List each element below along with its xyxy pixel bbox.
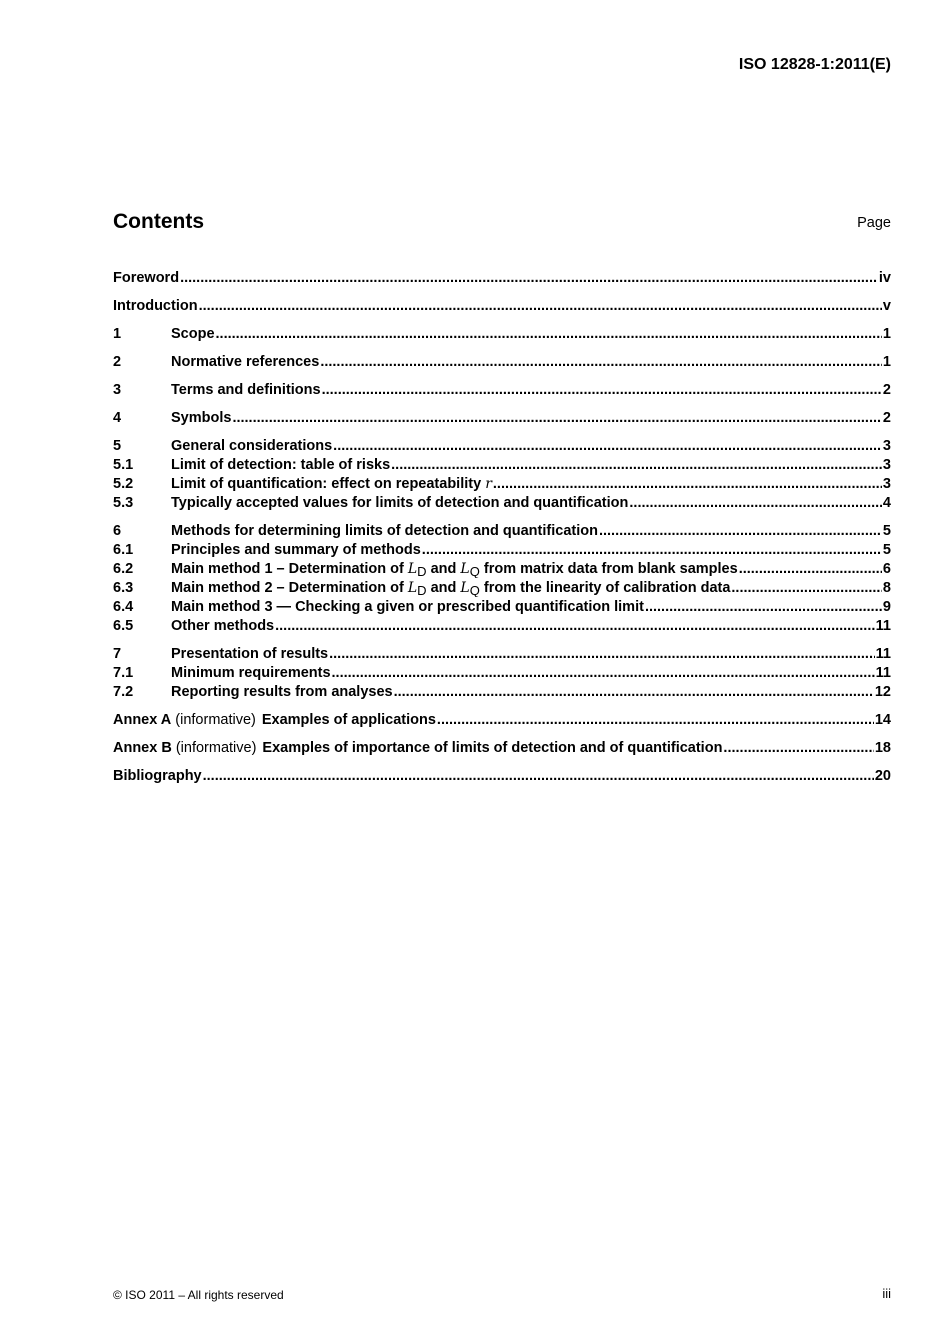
toc-entry-page: 14 — [874, 712, 891, 728]
toc-entry-title — [171, 646, 328, 663]
toc-entry-title — [171, 665, 331, 682]
dot-leader — [275, 618, 875, 635]
annex-label: Annex A — [113, 712, 172, 728]
toc-entry-title — [171, 618, 274, 635]
symbol-limit-detection: L — [407, 561, 418, 577]
toc-entry-number: 7 — [113, 646, 122, 662]
toc-entry-number: 6.1 — [113, 542, 134, 558]
dot-leader — [216, 326, 882, 343]
toc-entry-page: 11 — [875, 665, 891, 681]
dot-leader — [322, 382, 882, 399]
toc-entry[interactable] — [113, 296, 891, 315]
toc-entry-number: 1 — [113, 326, 122, 342]
toc-entry[interactable] — [113, 408, 891, 427]
page-column-label: Page — [857, 215, 891, 231]
toc-entry-title — [171, 326, 215, 343]
toc-entry-title — [113, 712, 436, 729]
toc-entry[interactable] — [113, 455, 891, 474]
symbol-limit-detection: L — [407, 580, 418, 596]
toc-entry-title — [171, 580, 730, 597]
toc-entry[interactable] — [113, 663, 891, 682]
toc-entry[interactable] — [113, 738, 891, 757]
toc-entry-title — [171, 495, 628, 512]
toc-entry-page: 2 — [882, 382, 891, 398]
toc-entry[interactable] — [113, 559, 891, 578]
page-number: iii — [882, 1286, 891, 1301]
toc-entry-title — [171, 599, 644, 616]
toc-entry[interactable] — [113, 436, 891, 455]
title-text: Scope — [171, 326, 215, 342]
toc-entry-page: 20 — [874, 768, 891, 784]
toc-entry[interactable] — [113, 597, 891, 616]
toc-entry-page: 6 — [882, 561, 891, 577]
toc-entry[interactable] — [113, 766, 891, 785]
toc-entry-page: 1 — [882, 326, 891, 342]
dot-leader — [394, 684, 874, 701]
toc-entry-title — [171, 457, 390, 474]
contents-title: Contents — [113, 210, 204, 233]
title-text: Normative references — [171, 354, 320, 370]
toc-entry-number: 3 — [113, 382, 122, 398]
toc-entry-page: 3 — [882, 438, 891, 454]
subscript-q: Q — [469, 583, 480, 597]
title-text: Limit of detection: table of risks — [171, 457, 391, 473]
title-part: from matrix data from blank samples — [483, 561, 738, 577]
subscript-q: Q — [469, 564, 480, 578]
dot-leader — [723, 740, 873, 757]
dot-leader — [232, 410, 881, 427]
dot-leader — [199, 298, 882, 315]
toc-entry-title — [171, 476, 492, 493]
toc-entry-number: 6.3 — [113, 580, 134, 596]
title-text: Symbols — [171, 410, 232, 426]
title-text: Minimum requirements — [171, 665, 331, 681]
toc-entry-page: 9 — [882, 599, 891, 615]
toc-entry-number: 6.5 — [113, 618, 134, 634]
table-of-contents — [113, 268, 891, 785]
title-text: Typically accepted values for limits of detection and quantification — [171, 495, 629, 511]
toc-entry-title — [171, 561, 738, 578]
title-text: Reporting results from analyses — [171, 684, 393, 700]
toc-entry-title — [171, 354, 319, 371]
toc-entry-number: 5.1 — [113, 457, 134, 473]
toc-entry-number: 7.2 — [113, 684, 134, 700]
annex-qualifier: (informative) — [175, 740, 257, 756]
document-id: ISO 12828-1:2011(E) — [738, 56, 891, 73]
dot-leader — [320, 354, 882, 371]
toc-entry[interactable] — [113, 324, 891, 343]
toc-entry[interactable] — [113, 474, 891, 493]
toc-entry-title — [113, 270, 179, 287]
subscript-d: D — [417, 583, 427, 597]
toc-entry[interactable] — [113, 616, 891, 635]
toc-entry-page: 12 — [874, 684, 891, 700]
dot-leader — [203, 768, 874, 785]
title-text: Principles and summary of methods — [171, 542, 421, 558]
toc-entry-page: 11 — [875, 618, 891, 634]
toc-entry-page: 8 — [882, 580, 891, 596]
title-text: Presentation of results — [171, 646, 329, 662]
toc-entry-page: 2 — [882, 410, 891, 426]
dot-leader — [180, 270, 878, 287]
title-part: Main method 2 – Determination of — [171, 580, 404, 596]
toc-entry-page: 3 — [882, 476, 891, 492]
copyright-notice: © ISO 2011 – All rights reserved — [113, 1288, 284, 1302]
toc-entry-page: 4 — [882, 495, 891, 511]
toc-entry[interactable] — [113, 268, 891, 287]
dot-leader — [493, 476, 882, 493]
title-text: Foreword — [113, 270, 180, 286]
title-part: from the linearity of calibration data — [483, 580, 731, 596]
symbol-repeatability: r — [485, 476, 492, 492]
title-text: Main method 3 — Checking a given or prescribed quantification limit — [171, 599, 644, 615]
dot-leader — [645, 599, 882, 616]
toc-entry-number: 5.3 — [113, 495, 134, 511]
title-text: Introduction — [113, 298, 198, 314]
annex-title: Examples of importance of limits of detection and of quantification — [262, 740, 723, 756]
toc-entry-title — [171, 410, 231, 427]
toc-entry[interactable] — [113, 493, 891, 512]
dot-leader — [739, 561, 882, 578]
toc-entry[interactable] — [113, 521, 891, 540]
toc-entry-page: 11 — [875, 646, 891, 662]
annex-label: Annex B — [113, 740, 172, 756]
toc-entry-page: 18 — [874, 740, 891, 756]
dot-leader — [437, 712, 874, 729]
symbol-limit-quantification: L — [460, 561, 470, 577]
toc-entry-number: 2 — [113, 354, 122, 370]
annex-qualifier: (informative) — [175, 712, 256, 728]
toc-entry-title — [171, 542, 421, 559]
toc-entry-title — [113, 740, 722, 757]
title-part: and — [430, 561, 457, 577]
toc-entry-title — [113, 768, 202, 785]
toc-entry-number: 6 — [113, 523, 122, 539]
subscript-d: D — [417, 564, 427, 578]
toc-entry[interactable] — [113, 540, 891, 559]
title-text: Other methods — [171, 618, 275, 634]
annex-title: Examples of applications — [261, 712, 436, 728]
toc-entry-number: 4 — [113, 410, 122, 426]
toc-entry-title — [171, 382, 321, 399]
toc-entry-page: 3 — [882, 457, 891, 473]
title-part: and — [430, 580, 457, 596]
dot-leader — [629, 495, 882, 512]
title-text: General considerations — [171, 438, 333, 454]
toc-entry-title — [171, 523, 598, 540]
symbol-limit-quantification: L — [460, 580, 470, 596]
dot-leader — [329, 646, 875, 663]
contents-heading — [113, 210, 891, 238]
toc-entry[interactable] — [113, 644, 891, 663]
toc-entry[interactable] — [113, 380, 891, 399]
dot-leader — [422, 542, 882, 559]
dot-leader — [332, 665, 875, 682]
toc-entry[interactable] — [113, 578, 891, 597]
title-text: Bibliography — [113, 768, 202, 784]
title-text: Methods for determining limits of detection and quantification — [171, 523, 598, 539]
toc-entry-title — [171, 438, 332, 455]
dot-leader — [391, 457, 882, 474]
toc-entry-title — [171, 684, 393, 701]
toc-entry-page: v — [882, 298, 891, 314]
toc-entry-number: 5 — [113, 438, 122, 454]
toc-entry[interactable] — [113, 682, 891, 701]
dot-leader — [731, 580, 882, 597]
toc-entry-number: 5.2 — [113, 476, 134, 492]
toc-entry-number: 6.4 — [113, 599, 134, 615]
toc-entry-page: 1 — [882, 354, 891, 370]
dot-leader — [599, 523, 882, 540]
toc-entry-page: 5 — [882, 523, 891, 539]
title-text: Terms and definitions — [171, 382, 321, 398]
toc-entry-number: 6.2 — [113, 561, 134, 577]
toc-entry-number: 7.1 — [113, 665, 134, 681]
toc-entry-page: 5 — [882, 542, 891, 558]
toc-entry[interactable] — [113, 710, 891, 729]
toc-entry-title — [113, 298, 198, 315]
title-part: Main method 1 – Determination of — [171, 561, 404, 577]
toc-entry-page: iv — [878, 270, 891, 286]
title-text: Limit of quantification: effect on repeatability — [171, 476, 482, 492]
dot-leader — [333, 438, 882, 455]
toc-entry[interactable] — [113, 352, 891, 371]
